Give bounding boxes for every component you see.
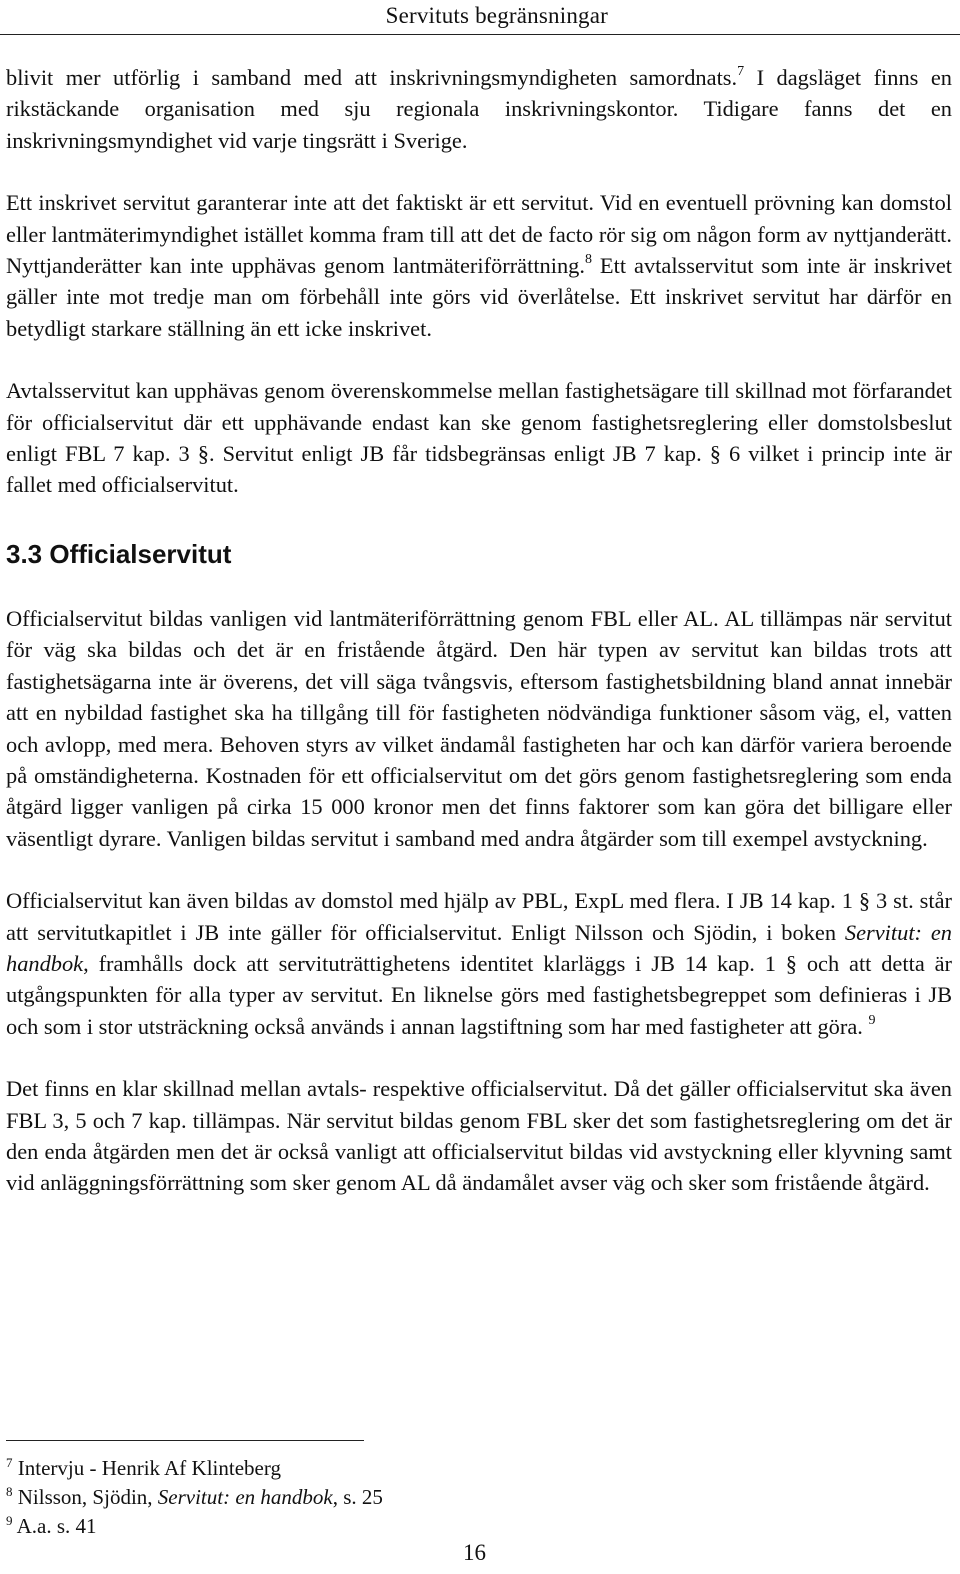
- footnote-text-tail: , s. 25: [332, 1485, 383, 1509]
- footnote-text: Nilsson, Sjödin,: [17, 1485, 158, 1509]
- running-title: Servituts begränsningar: [385, 3, 608, 28]
- paragraph-5-text-a: Officialservitut kan även bildas av domstol med hjälp av PBL, ExpL med flera. I JB 14 kap. 1 § 3 st. står att servitutkapitlet i JB inte gäller för officialservitut. Enligt Nilsson och Sjödin, i boken: [6, 888, 952, 945]
- footnote-number: 7: [6, 1455, 13, 1470]
- paragraph-6: Det finns en klar skillnad mellan avtals- respektive officialservitut. Då det gäller officialservitut ska även FBL 3, 5 och 7 kap. tillämpas. När servitut bildas genom FBL sker det som fastighetsreglering om det är den enda åtgärden men det är också vanligt att officialservitut bildas vid avstyckning eller klyvning samt vid anläggningsförrättning som sker genom AL då ändamålet avser väg och sker som fristående åtgärd.: [6, 1076, 952, 1196]
- footnote-book-title: Servitut: en handbok: [157, 1485, 333, 1509]
- page-body: [6, 62, 952, 1199]
- page-number: 16: [463, 1540, 486, 1565]
- footnote-7: [6, 1454, 706, 1483]
- paragraph-1-text-a: blivit mer utförlig i samband med att inskrivningsmyndigheten samordnats.: [6, 65, 738, 90]
- running-header: [0, 0, 960, 35]
- paragraph-2-text-b: Ett avtalsservitut som inte är inskrivet gäller inte mot tredje man om förbehåll inte görs vid överlåtelse. Ett inskrivet servitut har därför en betydligt starkare ställning än ett icke inskrivet.: [6, 253, 952, 341]
- paragraph-2: [6, 187, 952, 344]
- paragraph-1-text-b: I dagsläget finns en rikstäckande organisation med sju regionala inskrivningskontor. Tidigare fanns det en inskrivningsmyndighet vid varje tingsrätt i Sverige.: [6, 65, 952, 153]
- paragraph-4: Officialservitut bildas vanligen vid lantmäteriförrättning genom FBL eller AL. AL tillämpas när servitut för väg ska bildas och det är en fristående åtgärd. Den här typen av servitut kan bildas trots att fastighetsägarna inte är överens, det vill säga tvångsvis, eftersom fastighetsbildning bland annat innebär att en nybildad fastighet ska ha tillgång till för fastigheten nödvändiga funktioner såsom väg, el, vatten och avlopp, med mera. Behoven styrs av vilket ändamål fastigheten har och kan därför variera beroende på omständigheterna. Kostnaden för ett officialservitut om det görs genom fastighetsreglering som enda åtgärd ligger vanligen på cirka 15 000 kronor men det finns faktorer som kan göra det billigare eller väsentligt dyrare. Vanligen bildas servitut i samband med andra åtgärder som till exempel avstyckning.: [6, 605, 952, 851]
- paragraph-1: [6, 62, 952, 156]
- footnote-divider: [6, 1440, 364, 1441]
- footnote-9: [6, 1512, 706, 1541]
- paragraph-5-text-b: , framhålls dock att servituträttighetens identitet klarläggs i JB 14 kap. 1 § och att detta är utgångspunkten för alla typer av servitut. En liknelse görs med fastighetsbegreppet som definieras i JB och som i stor utsträckning också används i annan lagstiftning som har med fastigheter att göra.: [6, 950, 952, 1039]
- footnote-text: Intervju - Henrik Af Klinteberg: [17, 1456, 281, 1480]
- footnote-number: 9: [6, 1513, 13, 1528]
- footnote-text: A.a. s. 41: [16, 1514, 97, 1538]
- paragraph-2-text-a: Ett inskrivet servitut garanterar inte att det faktiskt är ett servitut. Vid en eventuell prövning kan domstol eller lantmäterimyndighet istället komma fram till att det de facto rör sig om någon form av nyttjanderätt. Nyttjanderätter kan inte upphävas genom lantmäteriförrättning.: [6, 190, 952, 279]
- footnote-number: 8: [6, 1484, 13, 1499]
- footnote-ref-9[interactable]: 9: [868, 1012, 876, 1028]
- footnote-8: [6, 1483, 706, 1512]
- footnote-ref-8[interactable]: 8: [584, 252, 592, 268]
- paragraph-5: [6, 885, 952, 1042]
- footnote-ref-7[interactable]: 7: [737, 64, 745, 79]
- paragraph-3: Avtalsservitut kan upphävas genom överenskommelse mellan fastighetsägare till skillnad mot förfarandet för officialservitut där ett upphävande endast kan ske genom fastighetsreglering eller domstolsbeslut enligt FBL 7 kap. 3 §. Servitut enligt JB får tidsbegränsas enligt JB 7 kap. § 6 vilket i princip inte är fallet med officialservitut.: [6, 378, 952, 498]
- book-title: Servitut: en handbok: [6, 919, 952, 976]
- section-heading: 3.3 Officialservitut: [6, 538, 232, 569]
- footnotes: [6, 1454, 706, 1541]
